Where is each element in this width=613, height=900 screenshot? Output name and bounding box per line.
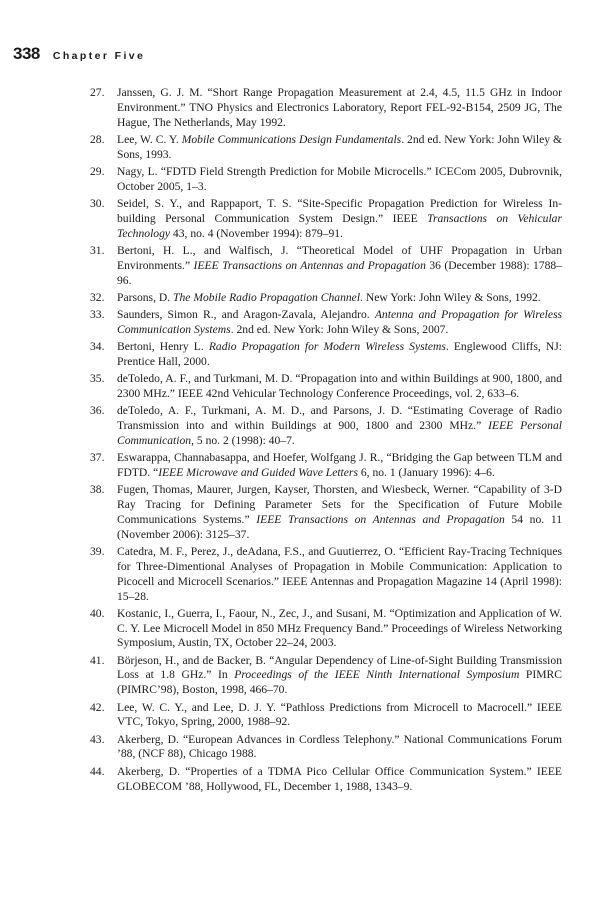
reference-text-segment: Eswarappa, Channabasappa, and Hoefer, Wolfgang J. R., “Bridging the Gap between TLM and FDTD. “	[117, 451, 562, 480]
reference-title-italic: IEEE Transactions on Antennas and Propagation	[256, 513, 505, 527]
chapter-title: Chapter Five	[52, 50, 146, 62]
reference-title-italic: The Mobile Radio Propagation Channel	[173, 290, 361, 304]
reference-item	[88, 197, 562, 241]
reference-item	[88, 607, 562, 651]
reference-text-segment: Akerberg, D. “European Advances in Cordless Telephony.” National Communications Forum ’88, (NCF 88), Chicago 1988.	[117, 732, 562, 761]
reference-text	[117, 308, 562, 336]
reference-text	[117, 86, 562, 129]
reference-text	[117, 483, 562, 540]
reference-number: 39.	[90, 545, 105, 559]
reference-number: 40.	[90, 606, 105, 620]
reference-title-italic: Mobile Communications Design Fundamentals	[181, 132, 402, 146]
reference-text-segment: Lee, W. C. Y., and Lee, D. J. Y. “Pathloss Predictions from Microcell to Macrocell.” IEEE VTC, Tokyo, Spring, 2000, 1988–92.	[117, 700, 562, 729]
reference-title-italic: IEEE Transactions on Antennas and Propagation	[193, 258, 426, 272]
reference-title-italic: Radio Propagation for Modern Wireless Systems	[208, 340, 446, 354]
reference-text-segment: Janssen, G. J. M. “Short Range Propagation Measurement at 2.4, 4.5, 11.5 GHz in Indoor Environment.” TNO Physics and Electronics Laboratory, Report FEL-92-B154, 2509 JG, The Hague, The Netherlands, May 1992.	[117, 86, 562, 129]
reference-number: 33.	[90, 308, 105, 322]
reference-text-segment: , 5 no. 2 (1998): 40–7.	[191, 434, 295, 448]
reference-number: 31.	[90, 243, 105, 257]
reference-text	[117, 133, 562, 161]
reference-text	[117, 291, 541, 304]
reference-number: 28.	[90, 132, 105, 146]
reference-number: 44.	[90, 764, 105, 778]
reference-item	[88, 133, 562, 163]
reference-title-italic: IEEE Personal Communication	[117, 419, 562, 448]
reference-text	[117, 451, 562, 479]
reference-number: 34.	[90, 340, 105, 354]
reference-item	[88, 340, 562, 370]
page-number: 338	[13, 44, 40, 63]
reference-text-segment: 43, no. 4 (November 1994): 879–91.	[170, 226, 343, 240]
reference-item	[88, 291, 562, 306]
reference-text	[117, 340, 562, 368]
reference-text-segment: Seidel, S. Y., and Rappaport, T. S. “Site-Specific Propagation Prediction for Wireless In-building Personal Communication System Design.” IEEE	[117, 197, 562, 225]
reference-text	[117, 372, 562, 400]
page-header	[13, 44, 145, 64]
reference-title-italic: IEEE Microwave and Guided Wave Letters	[158, 466, 358, 480]
reference-text-segment: Parsons, D.	[117, 290, 174, 304]
reference-text-segment: Kostanic, I., Guerra, I., Faour, N., Zec, J., and Susani, M. “Optimization and Application of W. C. Y. Lee Microcell Model in 850 MHz Frequency Band.” Proceedings of Wireless Networking Symposium, Austin, TX, October 22–24, 2003.	[117, 606, 562, 650]
reference-number: 32.	[90, 290, 105, 304]
reference-item	[88, 86, 562, 130]
reference-number: 42.	[90, 700, 105, 714]
reference-text	[117, 654, 562, 697]
reference-text	[117, 733, 562, 761]
reference-text-segment: Börjeson, H., and de Backer, B. “Angular Dependency of Line-of-Sight Building Transmission Loss at 1.8 GHz.” In	[117, 653, 562, 682]
reference-text	[117, 404, 562, 447]
reference-text	[117, 244, 562, 287]
reference-title-italic: Antenna and Propagation for Wireless Communication Systems	[117, 308, 562, 336]
reference-text-segment: deToledo, A. F., Turkmani, A. M. D., and Parsons, J. D. “Estimating Coverage of Radio Transmission into and within Buildings at 900, 1800 and 2300 MHz.”	[117, 404, 562, 433]
reference-number: 35.	[90, 372, 105, 386]
reference-number: 29.	[90, 164, 105, 178]
reference-number: 37.	[90, 451, 105, 465]
reference-text-segment: Akerberg, D. “Properties of a TDMA Pico Cellular Office Communication System.” IEEE GLOBECOM ’88, Hollywood, FL, December 1, 1988, 1343–9.	[117, 764, 562, 793]
reference-item	[88, 733, 562, 763]
reference-item	[88, 545, 562, 604]
reference-number: 43.	[90, 732, 105, 746]
reference-text-segment: 54 no. 11 (November 2006): 3125–37.	[117, 513, 563, 541]
reference-title-italic: Transactions on Vehicular Technology	[117, 211, 562, 240]
reference-item	[88, 308, 562, 338]
reference-number: 30.	[90, 197, 105, 211]
reference-number: 36.	[90, 404, 105, 418]
reference-item	[88, 372, 562, 402]
reference-text	[117, 607, 562, 650]
reference-text-segment: Lee, W. C. Y.	[117, 132, 182, 146]
reference-text-segment: Bertoni, H. L., and Walfisch, J. “Theoretical Model of UHF Propagation in Urban Environments.”	[117, 243, 562, 272]
reference-text-segment: Bertoni, Henry L.	[117, 340, 209, 354]
reference-text-segment: . 2nd ed. New York: John Wiley & Sons, 2007.	[230, 322, 449, 336]
reference-item	[88, 483, 562, 542]
reference-title-italic: Proceedings of the IEEE Ninth International Symposium	[234, 668, 520, 682]
reference-item	[88, 765, 562, 795]
reference-number: 27.	[90, 86, 105, 99]
reference-text-segment: . New York: John Wiley & Sons, 1992.	[360, 290, 541, 304]
reference-text-segment: 6, no. 1 (January 1996): 4–6.	[357, 466, 495, 480]
reference-text-segment: Nagy, L. “FDTD Field Strength Prediction for Mobile Microcells.” ICECom 2005, Dubrovnik, October 2005, 1–3.	[117, 164, 562, 193]
reference-item	[88, 165, 562, 195]
reference-number: 38.	[90, 483, 105, 497]
reference-number: 41.	[90, 653, 105, 667]
reference-text	[117, 165, 562, 193]
reference-text-segment: . 2nd ed. New York: John Wiley & Sons, 1993.	[117, 132, 562, 161]
reference-text	[117, 765, 562, 793]
reference-text	[117, 197, 562, 240]
reference-text-segment: PIMRC (PIMRC’98), Boston, 1998, 466–70.	[117, 668, 562, 697]
reference-item	[88, 404, 562, 448]
reference-text-segment: . Englewood Cliffs, NJ: Prentice Hall, 2000.	[117, 340, 562, 369]
reference-item	[88, 451, 562, 481]
reference-item	[88, 244, 562, 288]
reference-text	[117, 701, 562, 729]
reference-text-segment: 36 (December 1988): 1788–96.	[117, 258, 562, 287]
reference-item	[88, 701, 562, 731]
reference-list	[88, 86, 562, 797]
reference-text	[117, 545, 562, 602]
reference-text-segment: Saunders, Simon R., and Aragon-Zavala, Alejandro.	[117, 308, 375, 322]
reference-item	[88, 654, 562, 698]
reference-text-segment: Fugen, Thomas, Maurer, Jurgen, Kayser, Thorsten, and Wiesbeck, Werner. “Capability of 3-D Ray Tracing for Defining Parameter Sets for the Specification of Future Mobile Communications Systems.”	[117, 483, 562, 527]
reference-text-segment: deToledo, A. F., and Turkmani, M. D. “Propagation into and within Buildings at 900, 1800, and 2300 MHz.” IEEE 42nd Vehicular Technology Conference Proceedings, vol. 2, 633–6.	[117, 372, 562, 401]
reference-text-segment: Catedra, M. F., Perez, J., deAdana, F.S., and Guutierrez, O. “Efficient Ray-Tracing Techniques for Three-Dimentional Analyses of Propagation in Mobile Communication: Application to Picocell and Microcell Scenarios.” IEEE Antennas and Propagation Magazine 14 (April 1998): 15–28.	[117, 545, 562, 603]
